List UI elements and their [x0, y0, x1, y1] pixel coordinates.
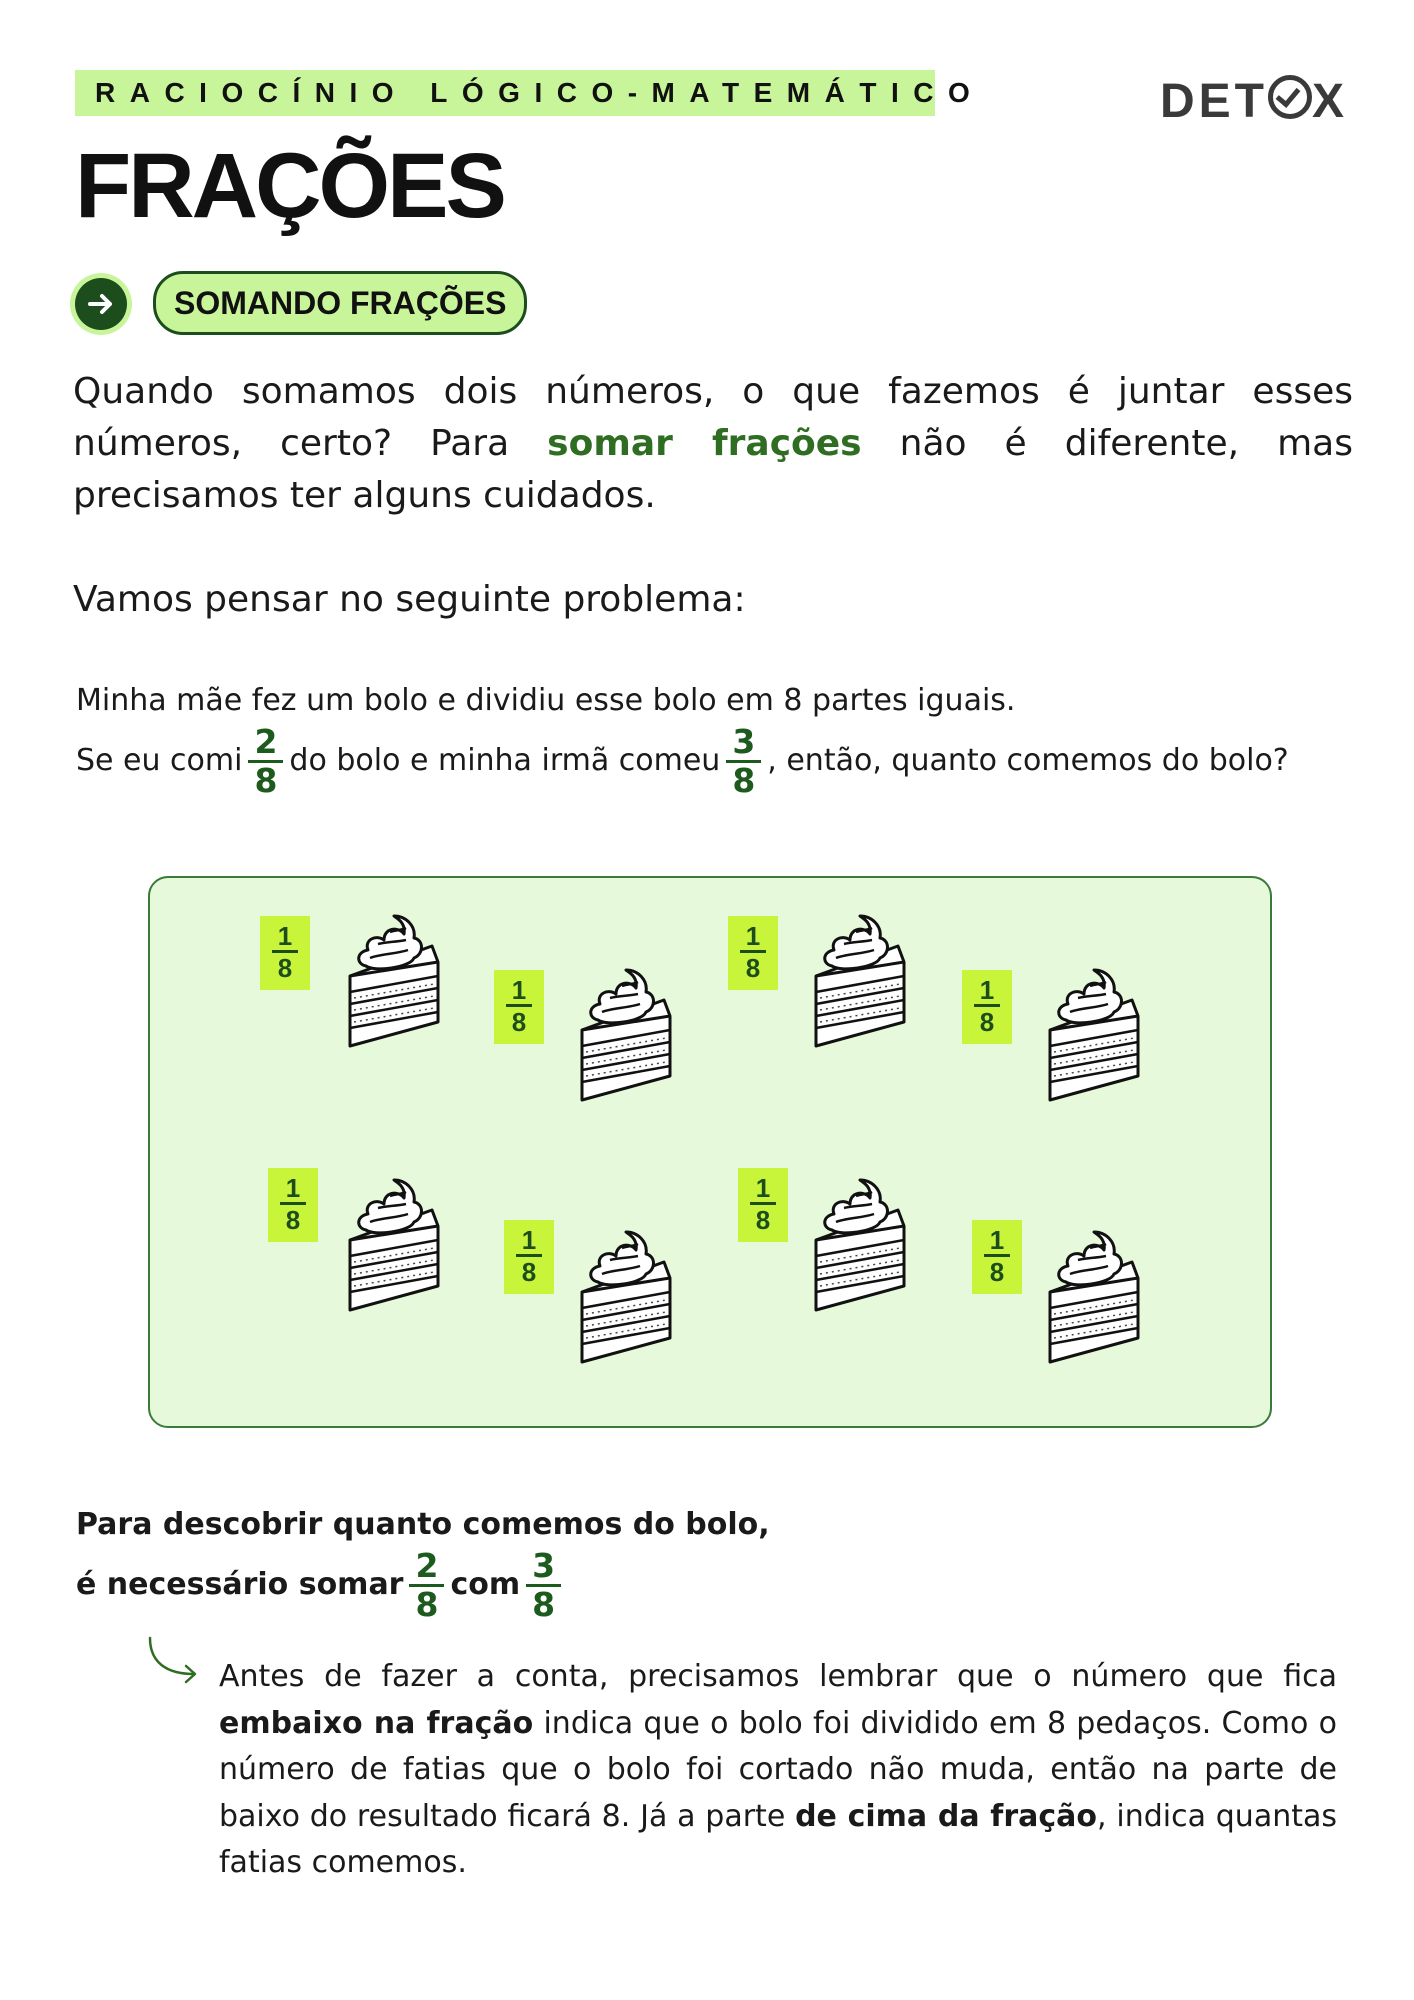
slice-fraction-tag: 1 8: [728, 916, 778, 990]
note-bold-1: embaixo na fração: [219, 1705, 534, 1741]
cake-slice-icon: [1044, 968, 1144, 1104]
category-banner: [75, 70, 985, 116]
fraction-2-8: $\frac{2}{8}$: [248, 724, 283, 799]
cake-slice-icon: [810, 914, 910, 1050]
category-label: RACIOCÍNIO LÓGICO-MATEMÁTICO: [95, 77, 985, 108]
slice-fraction-tag: 1 8: [504, 1220, 554, 1294]
intro-highlight: somar frações: [547, 423, 862, 464]
summary-statement: Para descobrir quanto comemos do bolo, é necessário somar $\frac{2}{8}$ com $\frac{3}{8}$: [76, 1507, 770, 1624]
arrow-right-icon: [75, 278, 127, 330]
slice-fraction-tag: 1 8: [260, 916, 310, 990]
page-title: FRAÇÕES: [75, 135, 504, 237]
cake-slice-icon: [576, 968, 676, 1104]
lead-sentence: Vamos pensar no seguinte problema:: [73, 579, 746, 620]
cake-slice-icon: [810, 1178, 910, 1314]
cake-slice-icon: [344, 1178, 444, 1314]
cake-slice-icon: [1044, 1230, 1144, 1366]
problem-statement: Minha mãe fez um bolo e dividiu esse bolo em 8 partes iguais. Se eu comi $\frac{2}{8}$ do bolo e minha irmã comeu $\frac{3}{8}$ , então, quanto comemos do bolo?: [76, 683, 1289, 800]
detox-logo: DET X: [1160, 75, 1349, 128]
slice-fraction-tag: 1 8: [738, 1168, 788, 1242]
fraction-3-8: $\frac{3}{8}$: [526, 1548, 561, 1623]
section-badge: SOMANDO FRAÇÕES: [153, 271, 527, 335]
slice-fraction-tag: 1 8: [962, 970, 1012, 1044]
intro-paragraph: Quando somamos dois números, o que fazemos é juntar esses números, certo? Para somar frações não é diferente, mas precisamos ter alguns cuidados.: [73, 371, 1353, 516]
fraction-3-8: $\frac{3}{8}$: [726, 724, 761, 799]
note-bold-2: de cima da fração: [795, 1798, 1098, 1834]
check-circle-icon: [1268, 75, 1312, 119]
explanation-paragraph: Antes de fazer a conta, precisamos lembrar que o número que fica embaixo na fração indica que o bolo foi dividido em 8 pedaços. Como o número de fatias que o bolo foi cortado não muda, então na parte de baixo do resultado ficará 8. Já a parte de cima da fração, indica quantas fatias comemos.: [219, 1659, 1337, 1880]
cake-slices-panel: [148, 876, 1272, 1428]
curved-arrow-icon: [146, 1636, 202, 1684]
slice-fraction-tag: 1 8: [972, 1220, 1022, 1294]
slice-fraction-tag: 1 8: [268, 1168, 318, 1242]
cake-slice-icon: [344, 914, 444, 1050]
slice-fraction-tag: 1 8: [494, 970, 544, 1044]
cake-slice-icon: [576, 1230, 676, 1366]
fraction-2-8: $\frac{2}{8}$: [409, 1548, 444, 1623]
